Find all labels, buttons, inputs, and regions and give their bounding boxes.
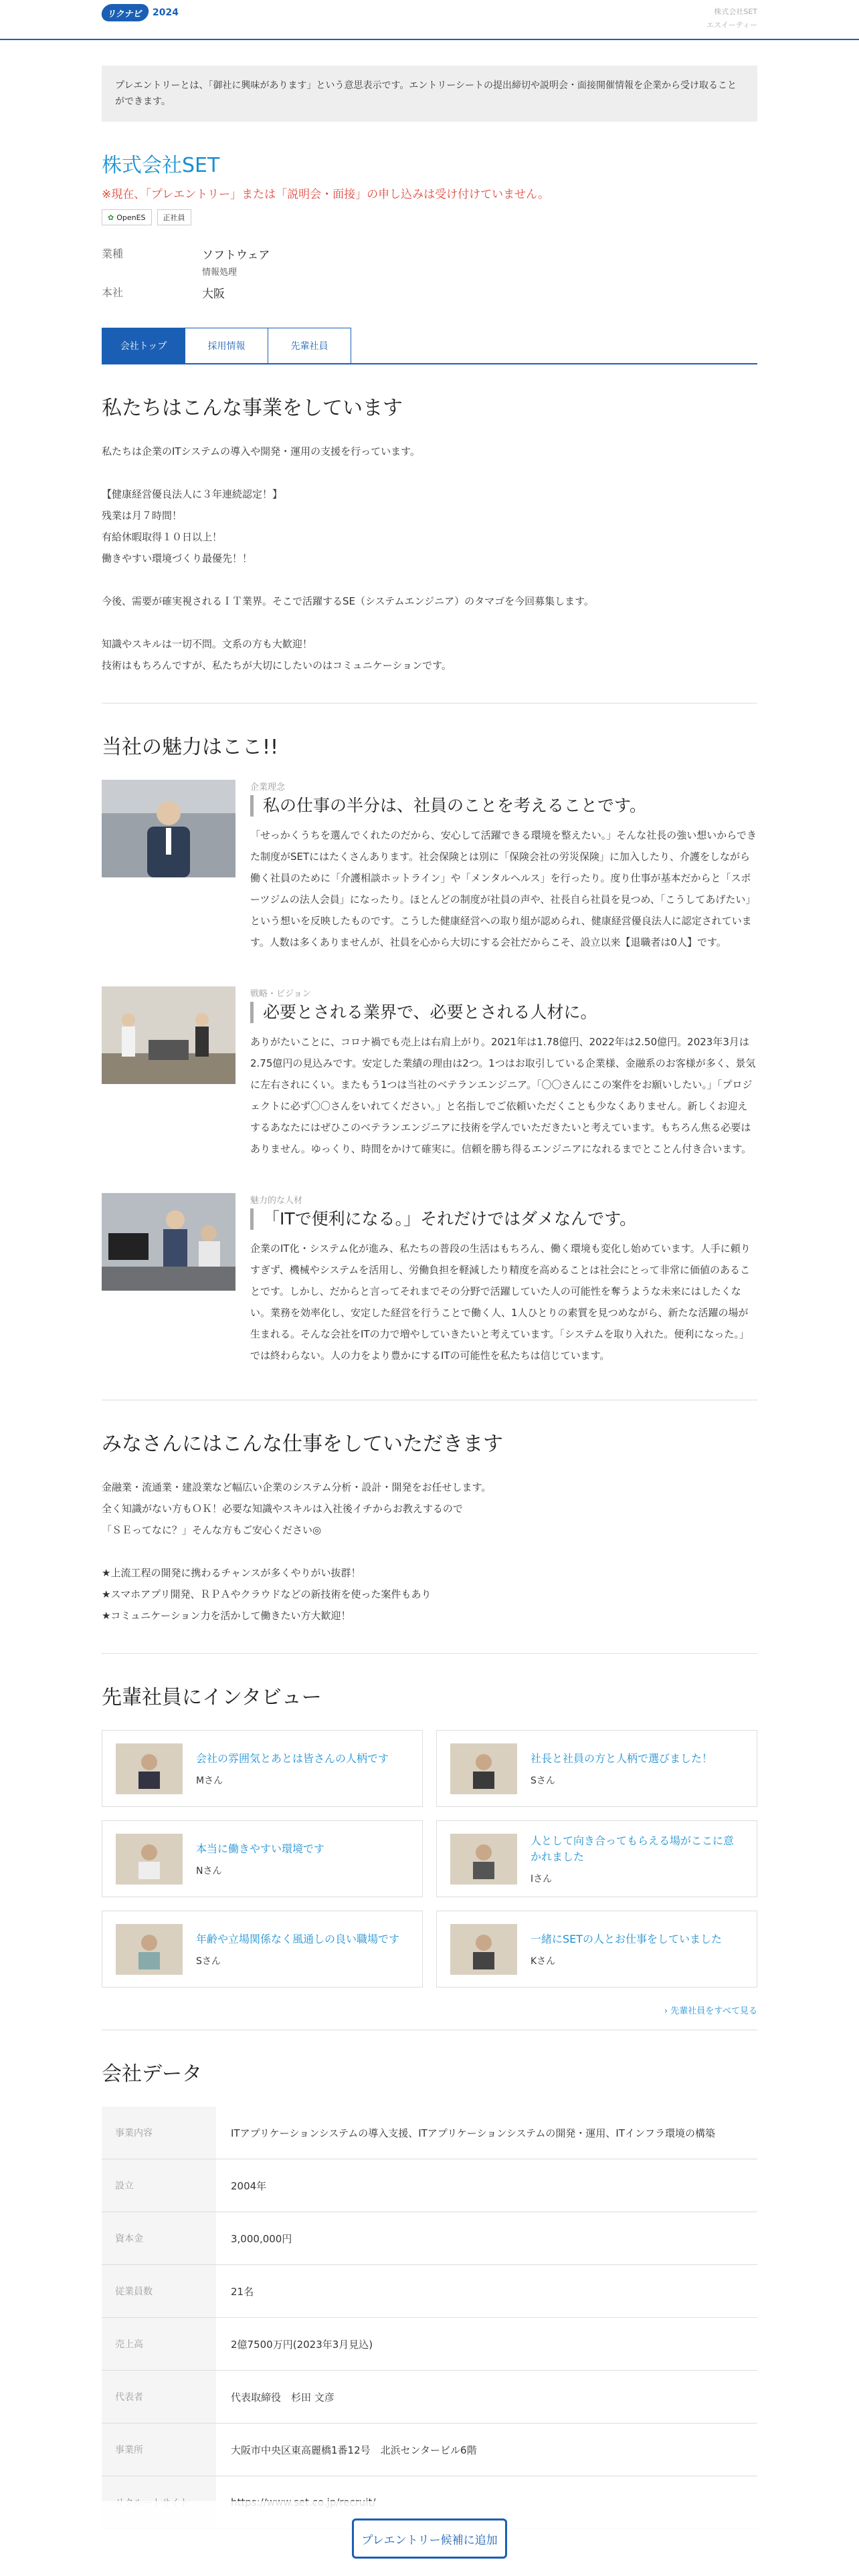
info-value-sub: 情報処理	[202, 267, 237, 278]
interview-name: Kさん	[531, 1955, 556, 1967]
interview-title: 会社の雰囲気とあとは皆さんの人柄です	[196, 1751, 389, 1765]
info-row-industry	[102, 245, 757, 278]
charm-item	[102, 780, 757, 953]
tag-label: OpenES	[116, 213, 146, 222]
charm-item	[102, 986, 757, 1160]
add-pre-entry-button[interactable]: プレエントリー候補に追加	[352, 2518, 507, 2559]
header-company-label	[706, 5, 757, 32]
interview-card[interactable]	[102, 1730, 423, 1807]
interview-title: 年齢や立場関係なく風通しの良い職場です	[196, 1932, 400, 1945]
interview-card[interactable]	[436, 1911, 757, 1988]
row-key: 資本金	[102, 2212, 216, 2265]
row-key: 代表者	[102, 2371, 216, 2424]
tag-fulltime	[157, 209, 191, 225]
row-value: 大阪市中央区東高麗橋1番12号 北浜センタービル6階	[216, 2424, 757, 2476]
tab-senior-staff[interactable]: 先輩社員	[268, 328, 351, 363]
divider	[102, 703, 757, 704]
work-heading: みなさんにはこんな仕事をしていただきます	[102, 1432, 503, 1456]
charm-text: 企業のIT化・システム化が進み、私たちの普段の生活はもちろん、働く環境も変化し始めています。人手に頼りすぎず、機械やシステムを活用し、労働負担を軽減したり精度を高めることは社会にとって非常に価値のあることです。しかし、だからと言ってそれまでその分野で活躍していた人の可能性を奪うような未来にはしたくない。業務を効率化し、安定した経営を行うことで働く人、1人ひとりの素質を見つめながら、新たな活躍の場が生まれる。そんな会社をITの力で増やしていきたいと考えています。「システムを取り入れた。便利になった。」では終わらない。人の力をより豊かにするITの可能性を私たちは信じています。	[250, 1243, 751, 1362]
divider	[102, 1653, 757, 1654]
charm-photo-office	[102, 1193, 235, 1291]
charm-text: ありがたいことに、コロナ禍でも売上は右肩上がり。2021年は1.78億円、2022年は2.50億円。2023年3月は2.75億円の見込みです。安定した業績の理由は2つ。1つはお取引している企業様、金融系のお客様が多く、景気に左右されにくい。またもう1つは当社のベテランエンジニア。「〇〇さんにこの案件をお願いしたい。」「プロジェクトに必ず〇〇さんをいれてください。」と名指しでご依頼いただくことも少なくありません。新しくお迎えするあなたにはぜひこのベテランエンジニアに技術を学んでいただきたいと考えています。もちろん焦る必要はありません。ゆっくり、時間をかけて確実に。信頼を勝ち得るエンジニアになれるまでとことん付き合います。	[250, 1036, 756, 1155]
row-value: 3,000,000円	[216, 2212, 757, 2265]
charm-category: 戦略・ビジョン	[250, 989, 311, 999]
charm-heading: 当社の魅力はここ!!	[102, 736, 279, 759]
interview-title: 社長と社員の方と人柄で選びました！	[531, 1751, 713, 1765]
interview-photo	[116, 1743, 183, 1794]
interview-name: Sさん	[531, 1775, 555, 1786]
charm-item	[102, 1193, 757, 1366]
tag-label: 正社員	[163, 213, 185, 222]
table-row	[102, 2371, 757, 2424]
interview-grid	[102, 1730, 757, 1988]
tab-recruit-info[interactable]: 採用情報	[185, 328, 268, 363]
interview-photo	[116, 1924, 183, 1975]
interview-card[interactable]	[102, 1911, 423, 1988]
info-key: 本社	[102, 286, 124, 299]
site-logo[interactable]	[102, 4, 179, 21]
info-value-main: 大阪	[202, 288, 225, 301]
interview-photo	[450, 1834, 517, 1885]
chevron-right-icon: ›	[664, 2006, 671, 2016]
row-value: 2億7500万円(2023年3月見込)	[216, 2318, 757, 2371]
entry-bar	[0, 2501, 859, 2576]
interview-name: Sさん	[196, 1955, 221, 1967]
interview-heading: 先輩社員にインタビュー	[102, 1686, 322, 1709]
charm-text: 「せっかくうちを選んでくれたのだから、安心して活躍できる環境を整えたい。」そんな社長の強い想いからできた制度がSETにはたくさんあります。社会保険とは別に「保険会社の労災保険」に加入したり、介護をしながら働く社員のために「介護相談ホットライン」や「メンタルヘルス」を行ったり。度り仕事が基本だからと「スポーツジムの法人会員」になったり。ほとんどの制度が社員の声や、社長自ら社員を見つめ、「こうしてあげたい」という想いを反映したものです。こうした健康経営への取り組が認められ、健康経営優良法人に認定されています。人数は多くありませんが、社員を心から大切にする会社だからこそ、設立以来【退職者は0人】です。	[250, 829, 757, 948]
company-name: 株式会社SET	[102, 154, 220, 177]
company-data-table	[102, 2107, 757, 2529]
row-value: 代表取締役 杉田 文彦	[216, 2371, 757, 2424]
application-closed-warning: ※現在、「プレエントリー」または「説明会・面接」の申し込みは受け付けていません。	[102, 188, 550, 201]
site-header	[0, 0, 859, 40]
table-row	[102, 2318, 757, 2371]
charm-category: 企業理念	[250, 782, 286, 792]
logo-badge: リクナビ	[100, 4, 151, 21]
company-data-heading: 会社データ	[102, 2062, 202, 2086]
charm-photo-meeting	[102, 986, 235, 1084]
company-tabs	[102, 328, 757, 364]
work-text: 金融業・流通業・建設業など幅広い企業のシステム分析・設計・開発をお任せします。 全く知識がない方もＯＫ！必要な知識やスキルは入社後イチからお教えするので 「ＳＥってなに？」そんな方もご安心ください◎ ★上流工程の開発に携わるチャンスが多くやりがい抜群！ ★スマホアプリ開発、ＲＰＡやクラウドなどの新技術を使った案件もあり ★コミュニケーション力を活かして働きたい方大歓迎！	[102, 1481, 492, 1622]
interview-photo	[116, 1834, 183, 1885]
main-content	[102, 66, 757, 2529]
interview-photo	[450, 1743, 517, 1794]
tab-company-top[interactable]: 会社トップ	[102, 328, 185, 363]
tag-list	[102, 209, 757, 225]
row-key: 従業員数	[102, 2265, 216, 2318]
logo-year: 2024	[153, 7, 179, 18]
interview-title: 人として向き合ってもらえる場がここに意かれました	[531, 1834, 735, 1863]
table-row	[102, 2107, 757, 2159]
interview-title: 一緒にSETの人とお仕事をしていました	[531, 1932, 723, 1945]
info-key: 業種	[102, 247, 124, 260]
row-value: 21名	[216, 2265, 757, 2318]
info-value	[202, 245, 270, 278]
header-company-name: 株式会社SET	[714, 7, 757, 16]
info-row-hq	[102, 284, 757, 301]
charm-title: 「ITで便利になる。」それだけではダメなんです。	[250, 1208, 757, 1230]
charm-photo-president	[102, 780, 235, 877]
interview-name: Mさん	[196, 1775, 223, 1786]
interview-name: Iさん	[531, 1873, 553, 1885]
interview-photo	[450, 1924, 517, 1975]
row-value: ITアプリケーションシステムの導入支援、ITアプリケーションシステムの開発・運用、ITインフラ環境の構築	[216, 2107, 757, 2159]
row-key: 売上高	[102, 2318, 216, 2371]
table-row	[102, 2159, 757, 2212]
interview-card[interactable]	[436, 1820, 757, 1897]
interview-card[interactable]	[436, 1730, 757, 1807]
row-key: 設立	[102, 2159, 216, 2212]
row-value: 2004年	[216, 2159, 757, 2212]
charm-category: 魅力的な人材	[250, 1196, 303, 1206]
business-heading: 私たちはこんな事業をしています	[102, 397, 403, 420]
table-row	[102, 2424, 757, 2476]
see-all-seniors-link[interactable]	[102, 2004, 757, 2016]
pre-entry-notice: プレエントリーとは、「御社に興味があります」という意思表示です。エントリーシートの提出締切や説明会・面接開催情報を企業から受け取ることができます。	[102, 66, 757, 122]
tag-openes	[102, 209, 152, 225]
charm-title: 私の仕事の半分は、社員のことを考えることです。	[250, 795, 757, 817]
table-row	[102, 2212, 757, 2265]
info-value	[202, 284, 225, 301]
row-key: 事業内容	[102, 2107, 216, 2159]
interview-name: Nさん	[196, 1865, 222, 1876]
charm-title: 必要とされる業界で、必要とされる人材に。	[250, 1002, 757, 1023]
business-text: 私たちは企業のITシステムの導入や開発・運用の支援を行っています。 【健康経営優良法人に３年連続認定！】 残業は月７時間！ 有給休暇取得１０日以上！ 働きやすい環境づくり最優先！！ 今後、需要が確実視されるＩＴ業界。そこで活躍するSE（システムエンジニア）のタマゴを今回募集します。 知識やスキルは一切不問。文系の方も大歓迎！ 技術はもちろんですが、私たちが大切にしたいのはコミュニケーションです。	[102, 445, 594, 671]
row-key: 事業所	[102, 2424, 216, 2476]
table-row	[102, 2265, 757, 2318]
info-value-main: ソフトウェア	[202, 249, 270, 262]
interview-title: 本当に働きやすい環境です	[196, 1842, 325, 1855]
interview-card[interactable]	[102, 1820, 423, 1897]
see-all-label: 先輩社員をすべて見る	[670, 2006, 757, 2016]
header-company-kana: エスイーティー	[706, 21, 757, 29]
leaf-icon: ✿	[108, 213, 114, 222]
